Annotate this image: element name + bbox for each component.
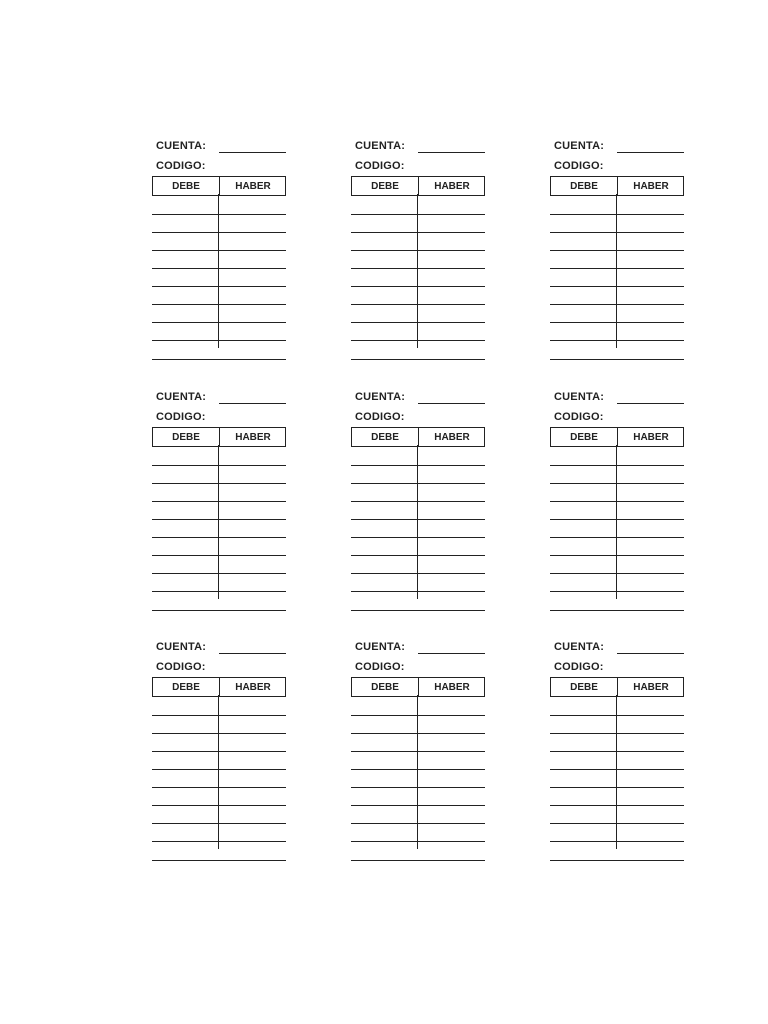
entry-row-line [152, 733, 286, 734]
haber-header: HABER [617, 428, 684, 446]
entry-row-line [351, 286, 485, 287]
entry-row-line [351, 733, 485, 734]
entry-row-line [550, 573, 684, 574]
debe-header: DEBE [570, 180, 598, 192]
entry-row-line [152, 841, 286, 842]
entry-row-line [351, 610, 485, 611]
t-account-header [351, 677, 485, 697]
debe-haber-divider [616, 445, 617, 599]
debe-header: DEBE [172, 431, 200, 443]
haber-header: HABER [418, 678, 485, 696]
cuenta-blank-line [219, 403, 286, 404]
entry-row-line [152, 322, 286, 323]
entry-row-line [152, 591, 286, 592]
t-account-header [152, 176, 286, 196]
entry-row-line [152, 573, 286, 574]
entry-row-line [550, 555, 684, 556]
t-account-header [550, 677, 684, 697]
codigo-label: CODIGO: [156, 411, 206, 423]
t-account-header [550, 427, 684, 447]
entry-row-line [152, 483, 286, 484]
t-account-card [152, 391, 286, 619]
entry-row-line [550, 232, 684, 233]
entry-row-line [550, 483, 684, 484]
entry-row-line [351, 322, 485, 323]
debe-header: DEBE [371, 681, 399, 693]
t-account-header [152, 677, 286, 697]
debe-haber-divider [417, 194, 418, 348]
cuenta-label: CUENTA: [355, 140, 406, 152]
entry-row-line [351, 214, 485, 215]
entry-row-line [351, 715, 485, 716]
entry-row-line [550, 733, 684, 734]
codigo-label: CODIGO: [156, 661, 206, 673]
t-account-header [550, 176, 684, 196]
entry-row-line [152, 214, 286, 215]
cuenta-label: CUENTA: [355, 391, 406, 403]
entry-row-line [152, 860, 286, 861]
entry-row-line [550, 537, 684, 538]
t-account-card [550, 391, 684, 619]
codigo-label: CODIGO: [355, 411, 405, 423]
cuenta-blank-line [418, 403, 485, 404]
entry-row-line [550, 715, 684, 716]
entry-row-line [152, 286, 286, 287]
entry-row-line [152, 268, 286, 269]
entry-row-line [351, 340, 485, 341]
entry-row-line [550, 591, 684, 592]
codigo-label: CODIGO: [355, 160, 405, 172]
entry-row-line [550, 823, 684, 824]
haber-header: HABER [617, 678, 684, 696]
entry-row-line [351, 250, 485, 251]
codigo-label: CODIGO: [156, 160, 206, 172]
entry-row-line [550, 250, 684, 251]
debe-haber-divider [218, 445, 219, 599]
codigo-label: CODIGO: [554, 411, 604, 423]
debe-haber-divider [417, 445, 418, 599]
t-account-card [351, 140, 485, 368]
t-account-header [152, 427, 286, 447]
t-account-card [351, 391, 485, 619]
codigo-label: CODIGO: [554, 160, 604, 172]
entry-row-line [152, 232, 286, 233]
entry-row-line [351, 304, 485, 305]
t-account-card [550, 140, 684, 368]
entry-row-line [152, 823, 286, 824]
entry-row-line [351, 751, 485, 752]
entry-row-line [550, 787, 684, 788]
cuenta-blank-line [418, 653, 485, 654]
t-account-card [152, 140, 286, 368]
debe-header: DEBE [570, 681, 598, 693]
entry-row-line [351, 359, 485, 360]
cuenta-label: CUENTA: [156, 641, 207, 653]
entry-row-line [351, 232, 485, 233]
t-account-card [152, 641, 286, 869]
entry-row-line [152, 465, 286, 466]
entry-row-line [351, 537, 485, 538]
entry-row-line [351, 573, 485, 574]
entry-row-line [152, 715, 286, 716]
debe-haber-divider [616, 194, 617, 348]
cuenta-blank-line [617, 403, 684, 404]
debe-header: DEBE [172, 180, 200, 192]
debe-haber-divider [218, 695, 219, 849]
debe-haber-divider [616, 695, 617, 849]
cuenta-label: CUENTA: [554, 641, 605, 653]
entry-row-line [550, 805, 684, 806]
entry-row-line [152, 250, 286, 251]
t-account-card [351, 641, 485, 869]
entry-row-line [550, 769, 684, 770]
cuenta-blank-line [219, 152, 286, 153]
entry-row-line [550, 751, 684, 752]
entry-row-line [351, 591, 485, 592]
cuenta-label: CUENTA: [554, 140, 605, 152]
codigo-label: CODIGO: [554, 661, 604, 673]
debe-header: DEBE [371, 180, 399, 192]
haber-header: HABER [617, 177, 684, 195]
cuenta-label: CUENTA: [156, 391, 207, 403]
cuenta-blank-line [418, 152, 485, 153]
haber-header: HABER [418, 428, 485, 446]
entry-row-line [550, 304, 684, 305]
entry-row-line [550, 214, 684, 215]
entry-row-line [152, 537, 286, 538]
entry-row-line [351, 501, 485, 502]
entry-row-line [351, 787, 485, 788]
cuenta-blank-line [617, 653, 684, 654]
entry-row-line [550, 860, 684, 861]
cuenta-label: CUENTA: [355, 641, 406, 653]
entry-row-line [351, 465, 485, 466]
entry-row-line [152, 787, 286, 788]
entry-row-line [351, 823, 485, 824]
debe-header: DEBE [570, 431, 598, 443]
entry-row-line [550, 519, 684, 520]
entry-row-line [152, 805, 286, 806]
haber-header: HABER [219, 428, 286, 446]
entry-row-line [152, 519, 286, 520]
cuenta-blank-line [219, 653, 286, 654]
entry-row-line [550, 340, 684, 341]
entry-row-line [152, 340, 286, 341]
entry-row-line [152, 359, 286, 360]
debe-header: DEBE [172, 681, 200, 693]
entry-row-line [152, 501, 286, 502]
entry-row-line [550, 286, 684, 287]
codigo-label: CODIGO: [355, 661, 405, 673]
entry-row-line [152, 304, 286, 305]
entry-row-line [351, 519, 485, 520]
t-account-header [351, 176, 485, 196]
cuenta-label: CUENTA: [156, 140, 207, 152]
cuenta-label: CUENTA: [554, 391, 605, 403]
entry-row-line [550, 501, 684, 502]
t-account-header [351, 427, 485, 447]
entry-row-line [351, 268, 485, 269]
entry-row-line [550, 268, 684, 269]
haber-header: HABER [219, 177, 286, 195]
entry-row-line [351, 860, 485, 861]
cuenta-blank-line [617, 152, 684, 153]
debe-header: DEBE [371, 431, 399, 443]
entry-row-line [351, 769, 485, 770]
entry-row-line [152, 610, 286, 611]
entry-row-line [152, 769, 286, 770]
entry-row-line [351, 805, 485, 806]
entry-row-line [152, 555, 286, 556]
entry-row-line [550, 841, 684, 842]
t-account-card [550, 641, 684, 869]
debe-haber-divider [417, 695, 418, 849]
entry-row-line [351, 555, 485, 556]
entry-row-line [351, 841, 485, 842]
haber-header: HABER [418, 177, 485, 195]
entry-row-line [550, 359, 684, 360]
haber-header: HABER [219, 678, 286, 696]
entry-row-line [152, 751, 286, 752]
entry-row-line [351, 483, 485, 484]
entry-row-line [550, 610, 684, 611]
entry-row-line [550, 465, 684, 466]
debe-haber-divider [218, 194, 219, 348]
entry-row-line [550, 322, 684, 323]
